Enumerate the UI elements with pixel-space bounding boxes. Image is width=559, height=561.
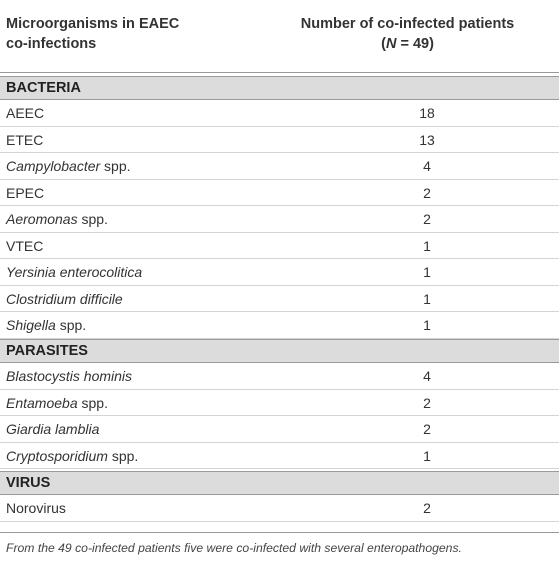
organism-italic: Blastocystis hominis <box>6 368 133 384</box>
organism-italic: Cryptosporidium <box>6 447 108 464</box>
patient-count: 2 <box>423 421 431 437</box>
organism-plain: EPEC <box>6 184 45 201</box>
organism-suffix: spp. <box>100 158 131 174</box>
organism-italic: Entamoeba <box>6 394 78 411</box>
organism-name <box>6 185 44 201</box>
organism-plain: Norovirus <box>6 500 66 516</box>
organism-name <box>6 317 86 333</box>
organism-name <box>6 264 142 280</box>
column-header-line: co-infections <box>6 36 97 52</box>
n-value: = 49) <box>396 36 434 52</box>
organism-suffix: spp. <box>77 394 108 411</box>
table-row <box>0 416 559 443</box>
patient-count: 13 <box>419 131 435 148</box>
organism-plain: ETEC <box>6 131 44 148</box>
column-header-count <box>300 14 515 54</box>
organism-suffix: spp. <box>107 447 139 464</box>
table-footnote: From the 49 co-infected patients five were co-infected with several enteropathogens. <box>6 541 462 555</box>
patient-count: 1 <box>423 264 431 280</box>
patient-count: 2 <box>423 211 431 227</box>
column-header-line: Number of co-infected patients <box>300 16 515 32</box>
section-label: PARASITES <box>6 343 88 359</box>
table-row <box>0 153 559 180</box>
table-row <box>0 312 559 339</box>
patient-count: 4 <box>423 368 431 384</box>
organism-name <box>6 500 66 516</box>
n-variable: N <box>385 36 397 52</box>
patient-count: 18 <box>419 105 435 121</box>
organism-name <box>6 211 108 227</box>
section-label: BACTERIA <box>6 80 81 96</box>
table-row <box>0 233 559 260</box>
organism-italic: Yersinia enterocolitica <box>6 264 143 280</box>
patient-count: 1 <box>423 447 431 464</box>
organism-plain: VTEC <box>6 237 44 254</box>
patient-count: 1 <box>423 290 431 307</box>
organism-name <box>6 132 43 148</box>
table-row <box>0 495 559 522</box>
patient-count: 1 <box>423 237 431 254</box>
organism-name <box>6 368 132 384</box>
organism-name <box>6 158 131 174</box>
patient-count: 2 <box>423 500 431 516</box>
patient-count: 2 <box>423 394 431 411</box>
section-label: VIRUS <box>6 475 51 491</box>
table-row <box>0 286 559 313</box>
section-header-bacteria <box>0 76 559 100</box>
organism-italic: Campylobacter <box>6 158 101 174</box>
table-bottom-rule <box>0 532 559 533</box>
patient-count: 2 <box>423 184 431 201</box>
table-row <box>0 100 559 127</box>
organism-italic: Aeromonas <box>6 211 78 227</box>
organism-italic: Clostridium difficile <box>6 290 123 307</box>
organism-suffix: spp. <box>55 317 87 333</box>
organism-italic: Shigella <box>6 317 56 333</box>
column-header-line: Microorganisms in EAEC <box>6 16 180 32</box>
section-header-parasites <box>0 339 559 363</box>
table-row <box>0 206 559 233</box>
table-row <box>0 390 559 417</box>
patient-count: 1 <box>423 317 431 333</box>
organism-plain: AEEC <box>6 105 45 121</box>
table-row <box>0 363 559 390</box>
column-header-n <box>300 34 515 54</box>
table-row <box>0 443 559 470</box>
column-header-microorganisms <box>6 14 179 54</box>
organism-name <box>6 238 43 254</box>
table-row <box>0 259 559 286</box>
header-rule <box>0 72 559 73</box>
section-header-virus <box>0 471 559 495</box>
organism-name <box>6 105 44 121</box>
organism-name <box>6 291 123 307</box>
organism-name <box>6 395 108 411</box>
organism-name <box>6 448 138 464</box>
n-open: ( <box>381 36 386 52</box>
table-row <box>0 180 559 207</box>
organism-name <box>6 421 99 437</box>
table-row <box>0 127 559 154</box>
organism-suffix: spp. <box>77 211 108 227</box>
patient-count: 4 <box>423 158 431 174</box>
table-header <box>0 0 559 72</box>
organism-italic: Giardia lamblia <box>6 421 100 437</box>
